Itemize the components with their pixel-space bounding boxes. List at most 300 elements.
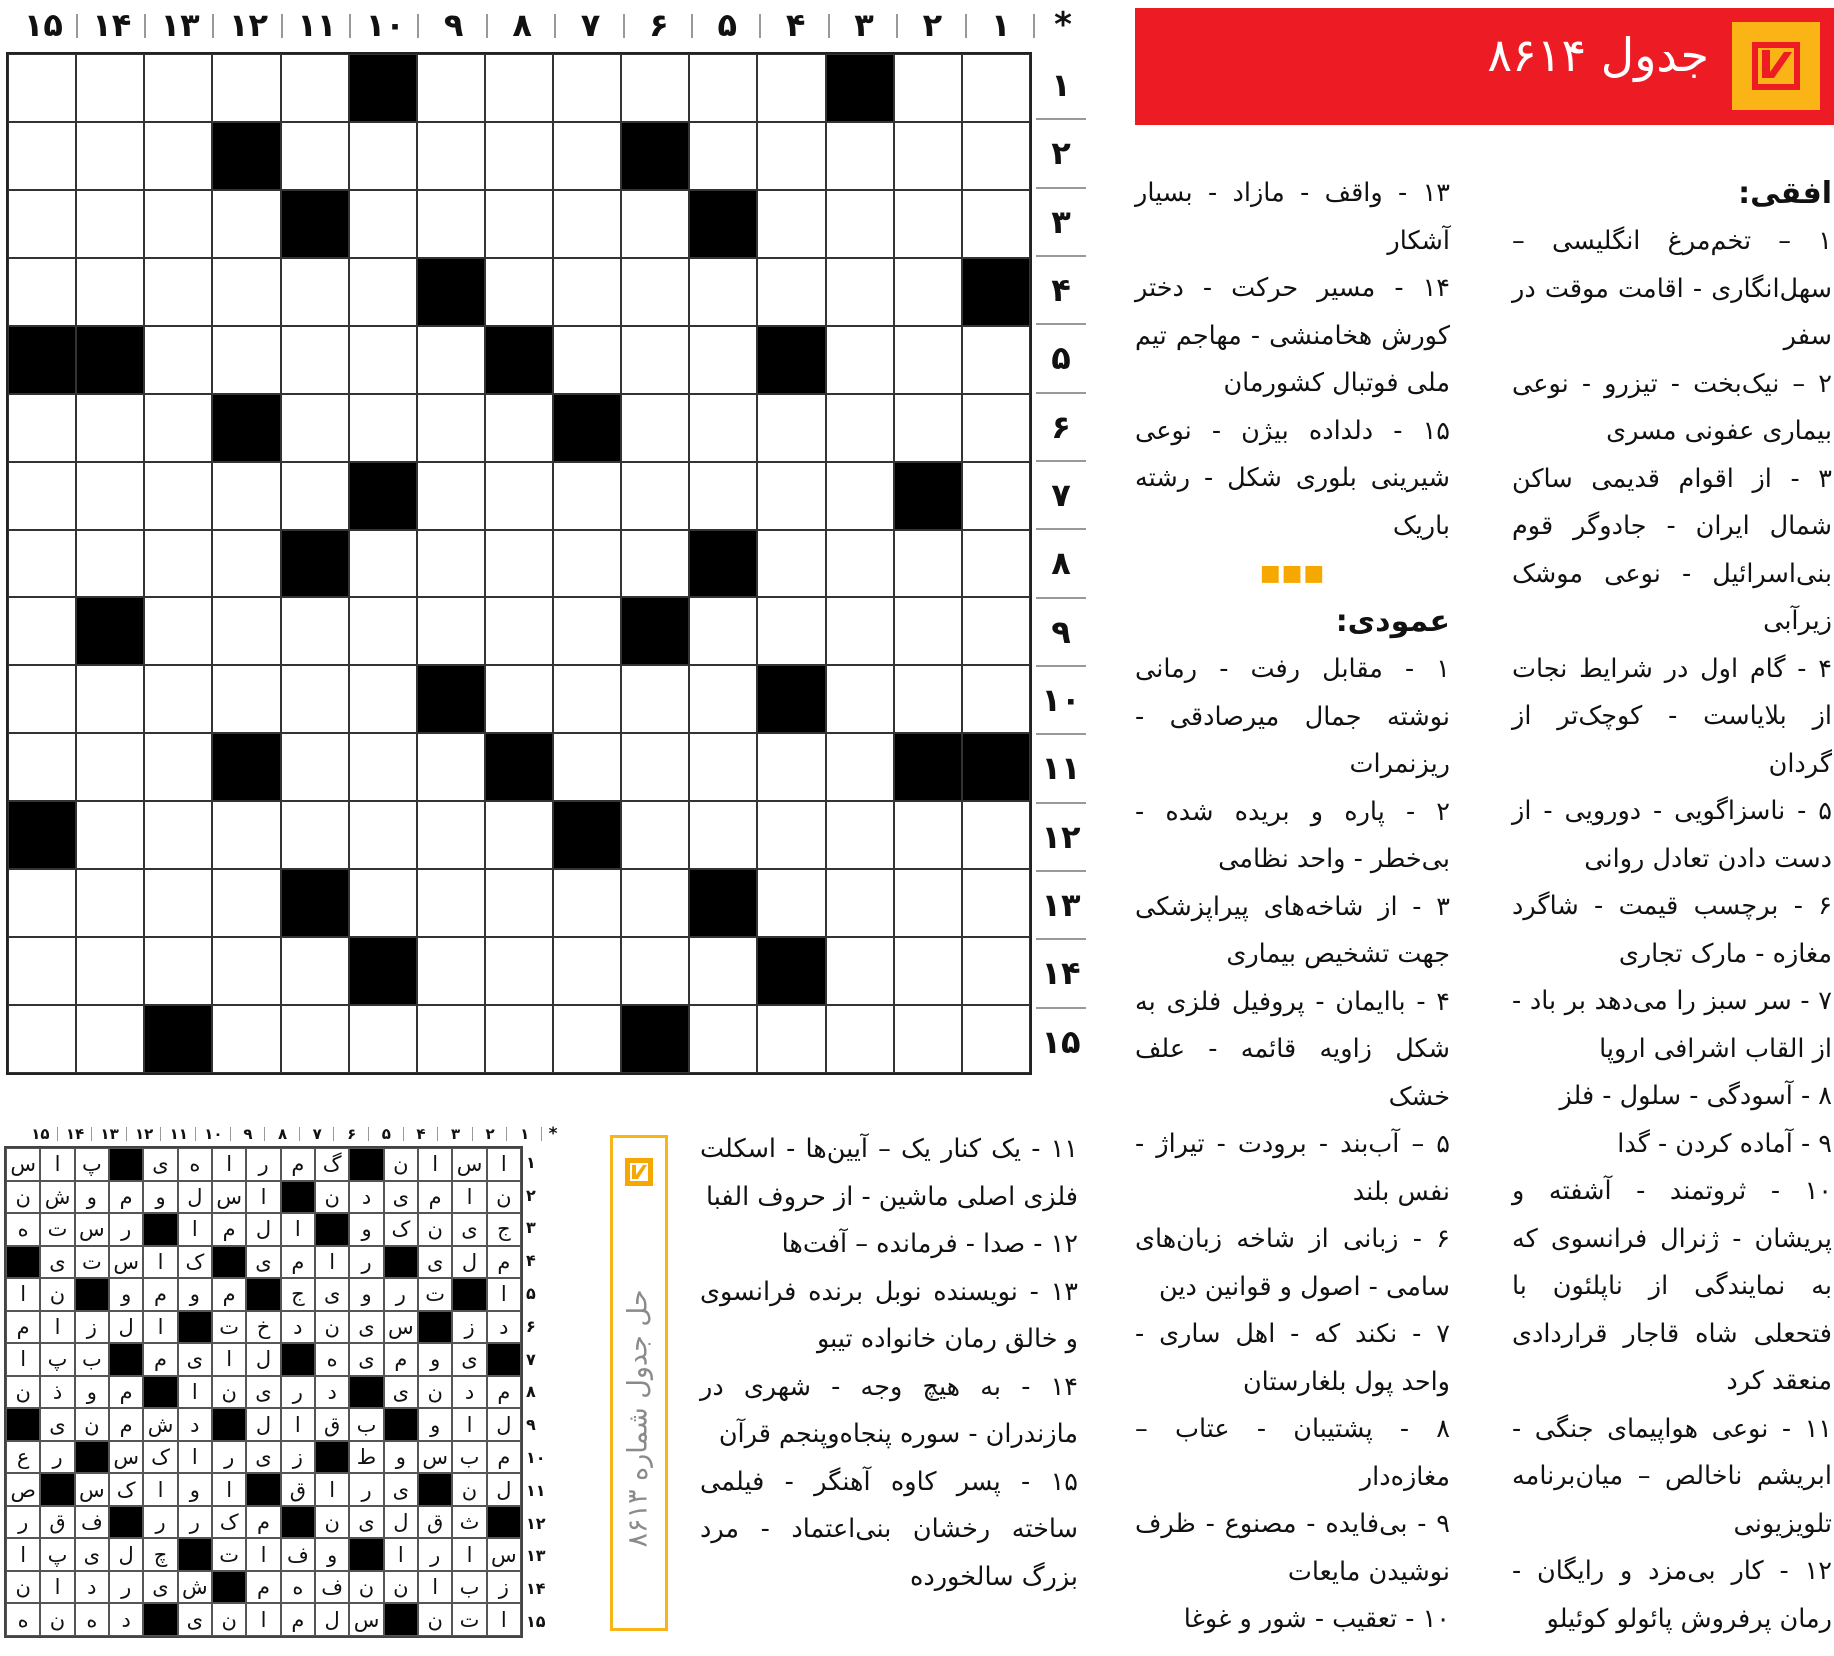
black-cell [281,530,349,598]
black-cell [349,462,417,530]
grid-cell[interactable] [212,258,280,326]
grid-cell[interactable] [689,801,757,869]
black-cell [894,733,962,801]
grid-cell[interactable] [144,665,212,733]
grid-cell[interactable] [553,597,621,665]
grid-cell[interactable] [349,597,417,665]
solution-cell: ا [178,1376,212,1409]
grid-cell[interactable] [349,190,417,258]
black-cell [76,326,144,394]
row-number: ۱۳ [526,1546,546,1566]
grid-cell[interactable] [281,54,349,122]
grid-cell[interactable] [757,258,825,326]
grid-cell[interactable] [144,937,212,1005]
grid-cell[interactable] [689,54,757,122]
grid-cell[interactable] [621,869,689,937]
grid-cell[interactable] [689,462,757,530]
grid-cell[interactable] [689,326,757,394]
grid-cell[interactable] [349,869,417,937]
grid-cell[interactable] [76,394,144,462]
grid-cell[interactable] [8,665,76,733]
grid-cell[interactable] [76,733,144,801]
solution-cell: ی [384,1181,418,1214]
column-number: ۴ [761,0,829,50]
grid-cell[interactable] [144,326,212,394]
grid-cell[interactable] [281,937,349,1005]
grid-cell[interactable] [212,869,280,937]
grid-cell[interactable] [349,258,417,326]
grid-cell[interactable] [76,869,144,937]
grid-cell[interactable] [553,530,621,598]
grid-cell[interactable] [689,597,757,665]
down-clue: ۱۳ - نویسنده نوبل برنده فرانسوی و خالق رمان خانواده تیبو [700,1276,1078,1354]
solution-cell: م [246,1571,280,1604]
grid-cell[interactable] [621,394,689,462]
grid-cell[interactable] [485,597,553,665]
solution-cell: ب [452,1571,486,1604]
grid-cell[interactable] [689,258,757,326]
grid-cell[interactable] [417,394,485,462]
black-cell [487,1506,521,1539]
grid-cell[interactable] [757,733,825,801]
grid-cell[interactable] [417,1005,485,1073]
solution-cell: و [75,1376,109,1409]
solution-cell: م [487,1376,521,1409]
black-cell [212,394,280,462]
solution-row-numbers [524,1146,564,1638]
black-cell [143,1603,177,1636]
grid-cell[interactable] [212,326,280,394]
grid-cell[interactable] [962,801,1030,869]
grid-cell[interactable] [962,597,1030,665]
grid-cell[interactable] [962,530,1030,598]
grid-cell[interactable] [826,733,894,801]
grid-cell[interactable] [962,326,1030,394]
solution-cell: م [487,1441,521,1474]
grid-cell[interactable] [962,665,1030,733]
grid-cell[interactable] [757,122,825,190]
solution-cell: ی [178,1343,212,1376]
grid-cell[interactable] [485,190,553,258]
solution-cell: ی [40,1408,74,1441]
grid-cell[interactable] [553,733,621,801]
clues-middle-column [1135,170,1450,1644]
solution-cell: ن [6,1181,40,1214]
grid-cell[interactable] [8,597,76,665]
grid-cell[interactable] [144,530,212,598]
solution-cell: س [384,1311,418,1344]
solution-cell: ا [246,1538,280,1571]
solution-cell: ن [315,1506,349,1539]
grid-cell[interactable] [8,258,76,326]
black-cell [8,326,76,394]
grid-cell[interactable] [962,1005,1030,1073]
grid-cell[interactable] [757,54,825,122]
solution-cell: ر [281,1376,315,1409]
grid-cell[interactable] [485,530,553,598]
solution-cell: ت [212,1311,246,1344]
solution-cell: ی [315,1278,349,1311]
solution-cell: ا [418,1148,452,1181]
grid-cell[interactable] [553,869,621,937]
grid-cell[interactable] [553,54,621,122]
solution-cell: س [349,1603,383,1636]
grid-cell[interactable] [894,937,962,1005]
grid-cell[interactable] [826,462,894,530]
grid-cell[interactable] [144,733,212,801]
grid-cell[interactable] [8,1005,76,1073]
grid-cell[interactable] [757,801,825,869]
black-cell [178,1311,212,1344]
grid-cell[interactable] [417,54,485,122]
grid-cell[interactable] [757,597,825,665]
row-number: ۳ [1036,189,1086,257]
grid-cell[interactable] [689,122,757,190]
grid-cell[interactable] [894,597,962,665]
grid-cell[interactable] [417,733,485,801]
grid-cell[interactable] [689,937,757,1005]
grid-cell[interactable] [417,869,485,937]
grid-cell[interactable] [144,394,212,462]
grid-cell[interactable] [76,530,144,598]
grid-cell[interactable] [144,869,212,937]
grid-cell[interactable] [144,597,212,665]
grid-cell[interactable] [826,597,894,665]
grid-cell[interactable] [8,937,76,1005]
grid-cell[interactable] [894,801,962,869]
grid-cell[interactable] [757,1005,825,1073]
grid-cell[interactable] [349,733,417,801]
grid-cell[interactable] [894,258,962,326]
grid-cell[interactable] [962,54,1030,122]
grid-cell[interactable] [621,462,689,530]
grid-cell[interactable] [553,122,621,190]
grid-cell[interactable] [281,665,349,733]
grid-cell[interactable] [757,394,825,462]
grid-cell[interactable] [417,122,485,190]
grid-cell[interactable] [8,733,76,801]
grid-cell[interactable] [485,258,553,326]
grid-cell[interactable] [621,665,689,733]
row-number: ۸ [1036,530,1086,598]
grid-cell[interactable] [485,801,553,869]
grid-cell[interactable] [962,462,1030,530]
grid-cell[interactable] [212,530,280,598]
puzzle-title: جدول ۸۶۱۴ [1487,28,1709,82]
black-cell [143,1213,177,1246]
solution-cell: ا [143,1246,177,1279]
grid-cell[interactable] [212,665,280,733]
solution-cell: ا [6,1278,40,1311]
solution-cell: ب [349,1408,383,1441]
grid-cell[interactable] [962,122,1030,190]
black-cell [212,122,280,190]
solution-cell: ا [452,1538,486,1571]
grid-cell[interactable] [8,394,76,462]
grid-cell[interactable] [76,1005,144,1073]
black-cell [109,1343,143,1376]
black-cell [75,1441,109,1474]
grid-cell[interactable] [894,394,962,462]
grid-cell[interactable] [485,462,553,530]
grid-cell[interactable] [76,801,144,869]
black-cell [246,1473,280,1506]
grid-cell[interactable] [76,54,144,122]
grid-cell[interactable] [76,937,144,1005]
solution-cell: ن [384,1148,418,1181]
grid-cell[interactable] [962,937,1030,1005]
grid-cell[interactable] [621,54,689,122]
down-clue: ۶ - زبانی از شاخه زبان‌های سامی - اصول و قوانین دین [1135,1224,1450,1302]
black-cell [689,869,757,937]
column-number: ۵ [693,0,761,50]
grid-cell[interactable] [962,869,1030,937]
grid-cell[interactable] [826,122,894,190]
grid-cell[interactable] [826,665,894,733]
solution-cell: ن [418,1603,452,1636]
grid-cell[interactable] [757,462,825,530]
solution-cell: ل [246,1408,280,1441]
solution-cell: س [75,1213,109,1246]
grid-cell[interactable] [76,122,144,190]
grid-cell[interactable] [144,258,212,326]
grid-cell[interactable] [553,326,621,394]
grid-cell[interactable] [757,530,825,598]
grid-cell[interactable] [826,190,894,258]
down-clue: ۱۵ - پسر کاوه آهنگر - فیلمی ساخته رخشان بنی‌اعتماد - مرد بزرگ سالخورده [700,1466,1078,1592]
grid-cell[interactable] [621,530,689,598]
solution-cell: ا [487,1148,521,1181]
grid-cell[interactable] [757,190,825,258]
grid-cell[interactable] [144,122,212,190]
grid-cell[interactable] [212,597,280,665]
grid-cell[interactable] [417,462,485,530]
solution-cell: و [384,1441,418,1474]
grid-cell[interactable] [281,801,349,869]
solution-cell: ن [452,1473,486,1506]
solution-cell: ی [143,1148,177,1181]
solution-cell: و [109,1278,143,1311]
grid-cell[interactable] [826,394,894,462]
grid-cell[interactable] [826,530,894,598]
grid-cell[interactable] [689,1005,757,1073]
solution-cell: ی [384,1376,418,1409]
grid-cell[interactable] [8,462,76,530]
grid-cell[interactable] [826,258,894,326]
grid-cell[interactable] [281,1005,349,1073]
grid-cell[interactable] [962,394,1030,462]
grid-cell[interactable] [76,665,144,733]
solution-cell: و [75,1181,109,1214]
star-marker: * [1054,5,1072,45]
grid-cell[interactable] [826,869,894,937]
grid-cell[interactable] [894,190,962,258]
grid-cell[interactable] [212,462,280,530]
grid-cell[interactable] [894,326,962,394]
grid-cell[interactable] [212,190,280,258]
column-number: ۱ [967,0,1035,50]
grid-cell[interactable] [962,190,1030,258]
grid-cell[interactable] [349,394,417,462]
solution-cell: ر [6,1506,40,1539]
across-clue: ۳ - از اقوام قدیمی ساکن شمال ایران - جادوگر قوم بنی‌اسرائیل - نوعی موشک زیرآبی [1512,463,1832,636]
grid-cell[interactable] [212,54,280,122]
column-number: ۱۵ [23,1122,58,1146]
grid-cell[interactable] [8,190,76,258]
grid-cell[interactable] [212,1005,280,1073]
black-cell [349,937,417,1005]
grid-cell[interactable] [553,462,621,530]
solution-cell: ی [418,1246,452,1279]
solution-cell: ی [349,1506,383,1539]
solution-cell: پ [75,1148,109,1181]
grid-cell[interactable] [485,54,553,122]
black-cell [212,1246,246,1279]
solution-cell: پ [40,1538,74,1571]
grid-cell[interactable] [621,801,689,869]
grid-cell[interactable] [212,801,280,869]
grid-cell[interactable] [144,54,212,122]
arrow-down-left-icon [1732,22,1820,110]
grid-cell[interactable] [281,122,349,190]
grid-cell[interactable] [349,665,417,733]
grid-cell[interactable] [144,801,212,869]
grid-cell[interactable] [144,190,212,258]
column-number: ۱۳ [92,1122,127,1146]
grid-cell[interactable] [826,937,894,1005]
grid-cell[interactable] [826,1005,894,1073]
grid-cell[interactable] [485,122,553,190]
grid-cell[interactable] [349,122,417,190]
row-number: ۴ [526,1251,536,1271]
solution-cell: د [315,1376,349,1409]
grid-cell[interactable] [417,937,485,1005]
grid-cell[interactable] [8,54,76,122]
grid-cell[interactable] [689,733,757,801]
black-cell [40,1473,74,1506]
grid-cell[interactable] [621,937,689,1005]
grid-cell[interactable] [553,258,621,326]
column-number: ۳ [438,1122,473,1146]
row-number: ۷ [526,1349,536,1369]
grid-cell[interactable] [826,326,894,394]
black-cell [757,937,825,1005]
solution-cell: ق [281,1473,315,1506]
solution-cell: ی [349,1311,383,1344]
grid-cell[interactable] [894,869,962,937]
grid-cell[interactable] [621,326,689,394]
grid-cell[interactable] [417,190,485,258]
grid-cell[interactable] [621,733,689,801]
grid-cell[interactable] [894,54,962,122]
grid-cell[interactable] [485,665,553,733]
grid-cell[interactable] [417,326,485,394]
grid-cell[interactable] [894,665,962,733]
solution-cell: ه [75,1603,109,1636]
grid-cell[interactable] [553,937,621,1005]
solution-cell: د [452,1376,486,1409]
grid-cell[interactable] [621,258,689,326]
grid-cell[interactable] [894,530,962,598]
solution-cell: م [109,1376,143,1409]
grid-cell[interactable] [281,733,349,801]
grid-cell[interactable] [281,597,349,665]
solution-cell: ا [178,1213,212,1246]
grid-cell[interactable] [8,869,76,937]
grid-cell[interactable] [349,801,417,869]
solution-cell: ه [315,1343,349,1376]
grid-cell[interactable] [349,1005,417,1073]
row-number: ۱۲ [1036,804,1086,872]
solution-cell: ه [6,1603,40,1636]
grid-cell[interactable] [76,190,144,258]
grid-cell[interactable] [553,665,621,733]
solution-cell: ن [315,1181,349,1214]
grid-cell[interactable] [894,1005,962,1073]
grid-cell[interactable] [76,462,144,530]
grid-cell[interactable] [76,258,144,326]
grid-cell[interactable] [757,869,825,937]
grid-cell[interactable] [826,801,894,869]
solution-cell: س [6,1148,40,1181]
grid-cell[interactable] [417,597,485,665]
black-cell [349,1376,383,1409]
solution-cell: س [109,1441,143,1474]
grid-cell[interactable] [417,530,485,598]
grid-cell[interactable] [894,122,962,190]
grid-cell[interactable] [553,190,621,258]
grid-cell[interactable] [485,869,553,937]
grid-cell[interactable] [8,122,76,190]
solution-cell: ق [315,1408,349,1441]
black-cell [349,54,417,122]
solution-cell: ن [487,1181,521,1214]
solution-cell: ج [487,1213,521,1246]
grid-cell[interactable] [349,530,417,598]
grid-cell[interactable] [212,937,280,1005]
grid-cell[interactable] [485,394,553,462]
grid-cell[interactable] [553,1005,621,1073]
solution-cell: م [418,1181,452,1214]
solution-cell: ک [384,1213,418,1246]
grid-cell[interactable] [621,190,689,258]
grid-cell[interactable] [8,530,76,598]
solution-cell: ت [75,1246,109,1279]
grid-cell[interactable] [689,665,757,733]
grid-cell[interactable] [417,801,485,869]
grid-cell[interactable] [281,326,349,394]
solution-cell: ل [315,1603,349,1636]
grid-cell[interactable] [144,462,212,530]
solution-cell: د [487,1311,521,1344]
grid-cell[interactable] [349,326,417,394]
grid-cell[interactable] [485,937,553,1005]
solution-cell: ی [143,1571,177,1604]
solution-cell: ف [281,1538,315,1571]
grid-cell[interactable] [281,258,349,326]
row-number: ۱۴ [1036,940,1086,1008]
grid-cell[interactable] [689,394,757,462]
solution-cell: ر [349,1473,383,1506]
grid-cell[interactable] [281,394,349,462]
solution-cell: ا [40,1148,74,1181]
column-number: ۶ [625,0,693,50]
solution-cell: ی [384,1473,418,1506]
grid-cell[interactable] [485,1005,553,1073]
solution-cell: ا [212,1473,246,1506]
column-number: ۱۴ [58,1122,93,1146]
grid-cell[interactable] [281,462,349,530]
